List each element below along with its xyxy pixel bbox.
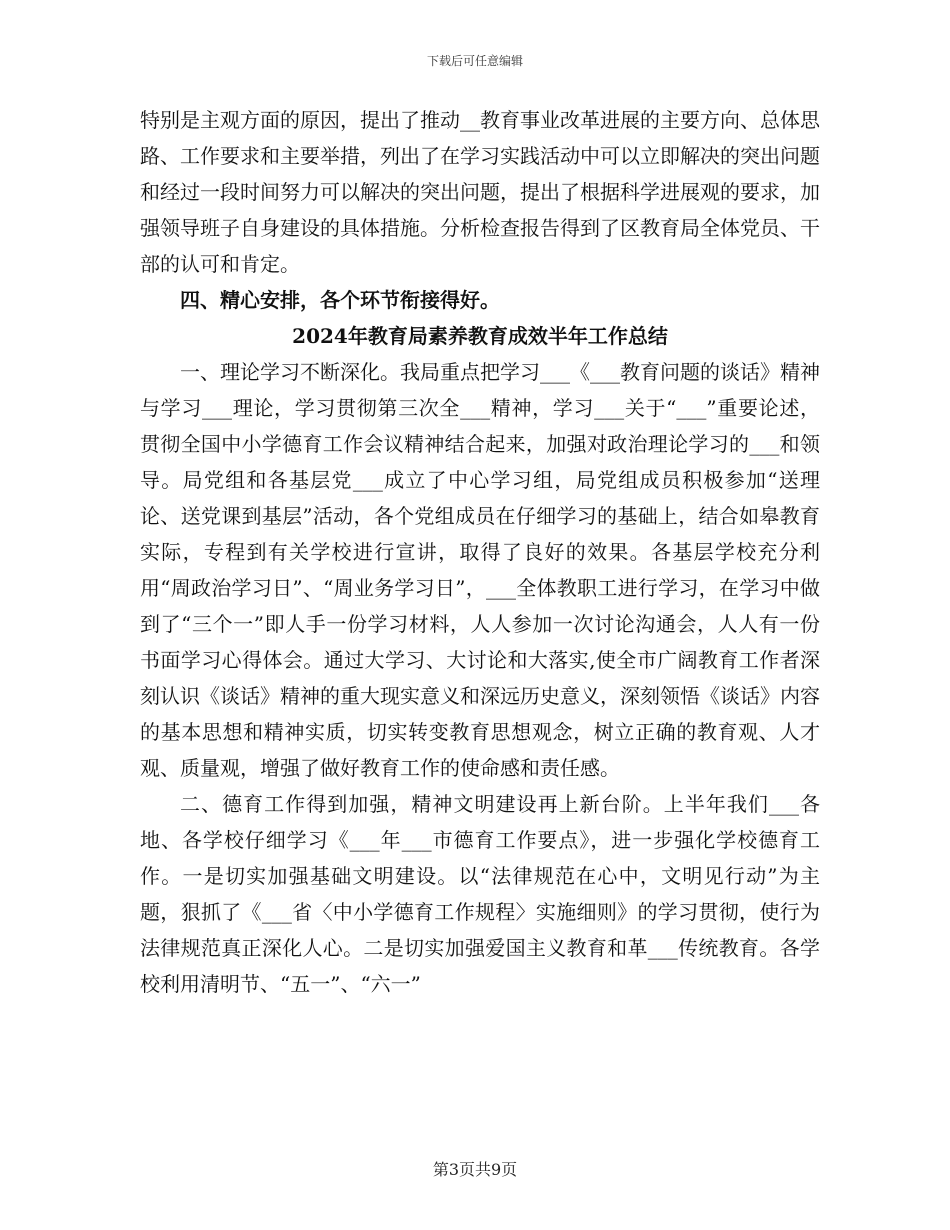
paragraph-theory-study: 一、理论学习不断深化。我局重点把学习___《___教育问题的谈话》精神与学习___理论，学习贯彻第三次全___精神，学习___关于“___”重要论述，贯彻全国中小学德育工作会议精神结合起来，加强对政治理论学习的___和领导。局党组和各基层党___成立了中心学习组，局党组成员积极参加“送理论、送党课到基层”活动，各个党组成员在仔细学习的基础上，结合如皋教育实际，专程到有关学校进行宣讲，取得了良好的效果。各基层学校充分利用“周政治学习日”、“周业务学习日”，___全体教职工进行学习，在学习中做到了“三个一”即人手一份学习材料，人人参加一次讨论沟通会，人人有一份书面学习心得体会。通过大学习、大讨论和大落实,使全市广阔教育工作者深刻认识《谈话》精神的重大现实意义和深远历史意义，深刻领悟《谈话》内容的基本思想和精神实质，切实转变教育思想观念，树立正确的教育观、人才观、质量观，增强了做好教育工作的使命感和责任感。 xyxy=(140,360,820,780)
document-body xyxy=(140,102,820,1002)
section-heading-four: 四、精心安排，各个环节衔接得好。 xyxy=(180,288,500,312)
paragraph-continued: 特别是主观方面的原因，提出了推动__教育事业改革进展的主要方向、总体思路、工作要求和主要举措，列出了在学习实践活动中可以立即解决的突出问题和经过一段时间努力可以解决的突出问题，提出了根据科学进展观的要求，加强领导班子自身建设的具体措施。分析检查报告得到了区教育局全体党员、干部的认可和肯定。 xyxy=(140,108,820,276)
document-title: 2024年教育局素养教育成效半年工作总结 xyxy=(292,324,668,348)
page-number: 第3页共9页 xyxy=(432,1160,518,1179)
page-header-note: 下载后可任意编辑 xyxy=(426,54,523,68)
paragraph-moral-education: 二、德育工作得到加强，精神文明建设再上新台阶。上半年我们___各地、各学校仔细学习《___年___市德育工作要点》，进一步强化学校德育工作。一是切实加强基础文明建设。以“法律规范在心中，文明见行动”为主题，狠抓了《___省〈中小学德育工作规程〉实施细则》的学习贯彻，使行为法律规范真正深化人心。二是切实加强爱国主义教育和革___传统教育。各学校利用清明节、“五一”、“六一” xyxy=(140,792,820,996)
